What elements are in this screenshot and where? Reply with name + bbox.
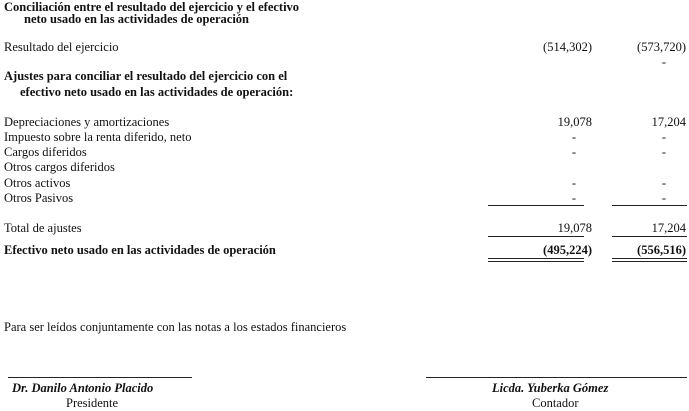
result-label: Resultado del ejercicio <box>4 40 119 54</box>
total-rule-col1 <box>488 236 584 237</box>
footnote: Para ser leídos conjuntamente con las notas a los estados financieros <box>4 320 347 334</box>
net-col1: (495,224) <box>543 243 592 257</box>
item-label-depreciation: Depreciaciones y amortizaciones <box>4 115 170 129</box>
item-col2-other-liabilities: - <box>661 191 666 205</box>
statement-heading-line1: Conciliación entre el resultado del ejercicio y el efectivo <box>4 0 300 14</box>
signature-line-president <box>8 377 192 378</box>
subtotal-rule-col2 <box>612 205 687 206</box>
result-col2-sub: - <box>661 55 666 69</box>
total-col2: 17,204 <box>651 221 686 235</box>
total-col1: 19,078 <box>557 221 592 235</box>
item-col2-deferred-tax: - <box>661 130 666 144</box>
item-col1-other-assets: - <box>571 176 576 190</box>
statement-heading-line2: neto usado en las actividades de operación <box>24 12 250 26</box>
net-col2: (556,516) <box>637 243 686 257</box>
result-col2: (573,720) <box>637 40 686 54</box>
subtotal-rule-col1 <box>488 205 584 206</box>
item-label-deferred-tax: Impuesto sobre la renta diferido, neto <box>4 130 192 144</box>
net-label: Efectivo neto usado en las actividades de operación <box>4 243 276 257</box>
item-col1-depreciation: 19,078 <box>557 115 592 129</box>
item-label-deferred-charges: Cargos diferidos <box>4 145 87 159</box>
item-col1-other-liabilities: - <box>571 191 576 205</box>
item-label-other-deferred-charges: Otros cargos diferidos <box>4 160 115 174</box>
signature-line-accountant <box>426 377 687 378</box>
item-col2-depreciation: 17,204 <box>651 115 686 129</box>
item-col1-deferred-tax: - <box>571 130 576 144</box>
signature-name-president: Dr. Danilo Antonio Placido <box>12 381 154 395</box>
signature-title-president: Presidente <box>66 396 119 410</box>
signature-name-accountant: Licda. Yuberka Gómez <box>492 381 609 395</box>
adjust-heading-line1: Ajustes para conciliar el resultado del ejercicio con el <box>4 69 288 83</box>
adjust-heading-line2: efectivo neto usado en las actividades de operación: <box>20 85 294 99</box>
net-double-rule-col1 <box>488 258 584 262</box>
item-col1-deferred-charges: - <box>571 145 576 159</box>
item-col2-deferred-charges: - <box>661 145 666 159</box>
result-col1: (514,302) <box>543 40 592 54</box>
signature-title-accountant: Contador <box>532 396 579 410</box>
net-double-rule-col2 <box>612 258 687 262</box>
total-label: Total de ajustes <box>4 221 82 235</box>
item-label-other-assets: Otros activos <box>4 176 71 190</box>
item-col2-other-assets: - <box>661 176 666 190</box>
total-rule-col2 <box>612 236 687 237</box>
item-label-other-liabilities: Otros Pasivos <box>4 191 74 205</box>
